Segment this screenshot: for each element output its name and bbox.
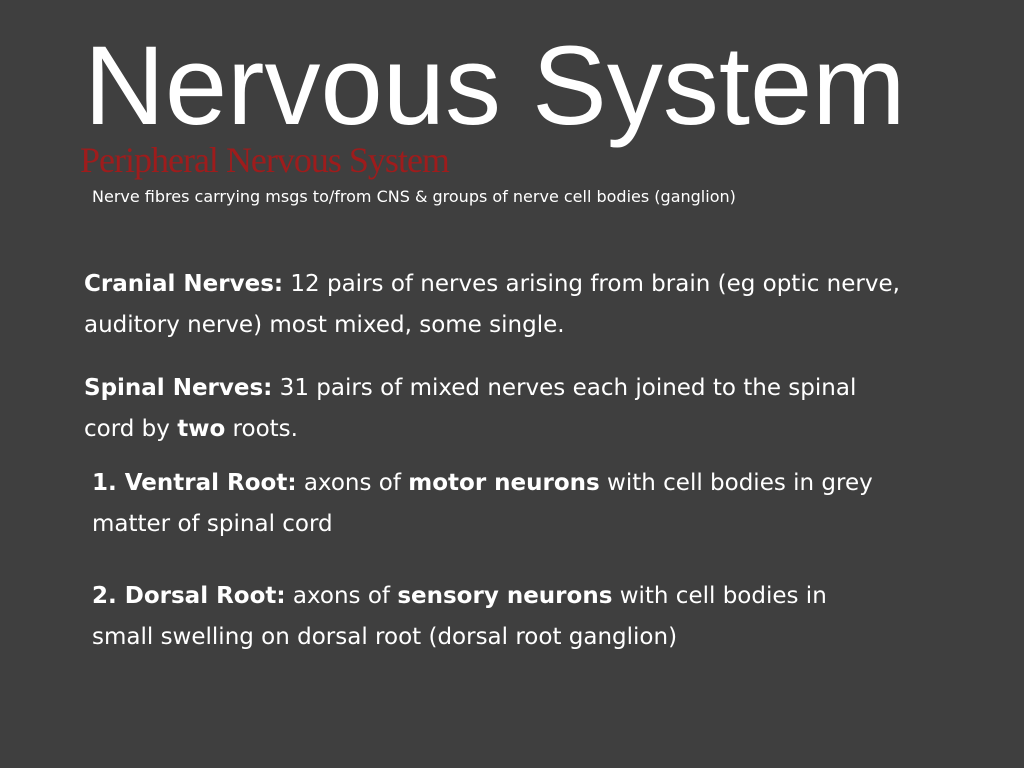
cranial-nerves-paragraph: [84, 264, 904, 346]
cranial-nerves-text: 12 pairs of nerves arising from brain (eg optic nerve, auditory nerve) most mixed, some single.: [84, 271, 900, 338]
spinal-nerves-label: Spinal Nerves:: [84, 375, 273, 401]
ventral-root-label: 1. Ventral Root:: [92, 470, 297, 496]
spinal-nerves-text: 31 pairs of mixed nerves each joined to the spinal cord by: [84, 375, 857, 442]
ventral-root-paragraph: [92, 463, 892, 545]
dorsal-root-emphasis: sensory neurons: [397, 583, 613, 609]
dorsal-root-text: axons of: [285, 583, 398, 609]
spinal-nerves-paragraph: [84, 368, 884, 450]
dorsal-root-text-end: with cell bodies in small swelling on dorsal root (dorsal root ganglion): [92, 583, 827, 650]
spinal-nerves-text-end: roots.: [225, 416, 298, 442]
ventral-root-text: axons of: [296, 470, 409, 496]
dorsal-root-label: 2. Dorsal Root:: [92, 583, 286, 609]
slide-subtitle: Peripheral Nervous System: [80, 140, 449, 180]
ventral-root-text-end: with cell bodies in grey matter of spinal cord: [92, 470, 873, 537]
dorsal-root-paragraph: [92, 576, 832, 658]
slide-tagline: Nerve fibres carrying msgs to/from CNS & groups of nerve cell bodies (ganglion): [92, 187, 736, 206]
spinal-nerves-emphasis: two: [177, 416, 226, 442]
slide-title: Nervous System: [84, 23, 906, 148]
cranial-nerves-label: Cranial Nerves:: [84, 271, 284, 297]
ventral-root-emphasis: motor neurons: [408, 470, 600, 496]
